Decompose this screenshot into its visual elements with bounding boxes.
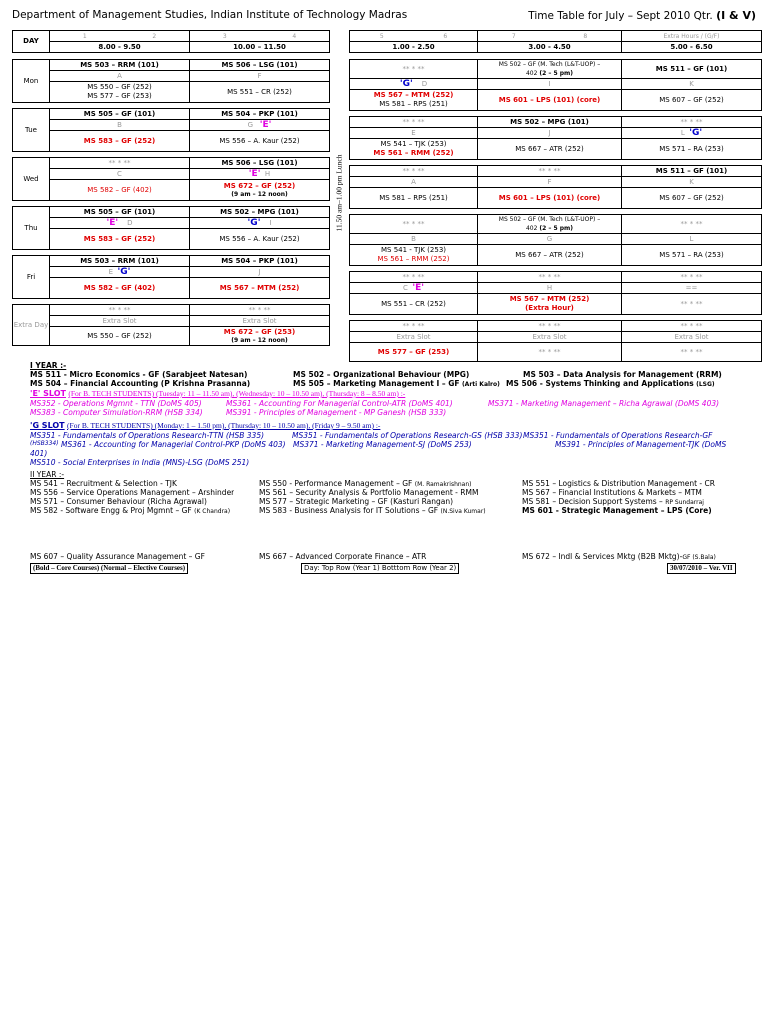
e-slot-row2: MS383 - Computer Simulation-RRM (HSB 334) MS391 - Principles of Management - MP Ganesh (HSB 333) [30,408,447,417]
class-cell: MS 601 – LPS (101) (core) [478,188,622,209]
day-fri: Fri [13,256,50,299]
class-cell: MS 556 – A. Kaur (252) [190,131,330,152]
class-cell: ** * ** [622,343,762,362]
class-cell: MS 502 – MPG (101) [190,207,330,218]
class-cell: ** * ** [50,158,190,169]
slot-num: Extra Hours / (G/F) [622,31,762,42]
g-slot-heading: 'G SLOT (For B. TECH STUDENTS) (Monday: 1 – 1.50 pm), (Thursday: 10 – 10.50 am), (Friday 9 – 9.50 am) :- [30,421,381,430]
class-cell: ** * ** [478,343,622,362]
slot-letter: J [478,128,622,139]
time-slot: 1.00 - 2.50 [350,42,478,53]
slot-letter: J [190,267,330,278]
timetable-left [12,30,330,346]
class-cell: ** * ** [350,117,478,128]
slot-letter: B [350,234,478,245]
g-slot-row4: MS510 - Social Enterprises in India (MNS)-LSG (DoMS 251) [30,458,250,467]
version-label: 30/07/2010 – Ver. VII [667,563,736,574]
class-cell: MS 541 - TJK (253) MS 561 – RMM (252) [350,245,478,266]
class-cell: ** * ** [350,166,478,177]
class-cell: MS 567 – MTM (252) (Extra Hour) [478,294,622,315]
class-cell: MS 601 – LPS (101) (core) [478,90,622,111]
class-cell: ** * ** [350,321,478,332]
class-cell: MS 571 – RA (253) [622,139,762,160]
slot-letter: E [350,128,478,139]
class-cell: MS 582 – GF (402) [50,180,190,201]
class-cell: MS 506 – LSG (101) [190,158,330,169]
slot-num: 3 4 [190,31,330,42]
slot-letter: I [478,79,622,90]
class-cell: MS 551 – CR (252) [190,82,330,103]
class-cell: ** * ** [478,166,622,177]
class-cell: MS 672 – GF (253) (9 am – 12 noon) [190,327,330,346]
class-cell: ** * ** [622,117,762,128]
class-cell: MS 502 – MPG (101) [478,117,622,128]
class-cell: MS 511 – GF (101) [622,60,762,79]
day-extra: Extra Day [13,305,50,346]
day-header: DAY [13,31,50,53]
slot-letter: F [190,71,330,82]
slot-letter: A [350,177,478,188]
slot-letter: A [50,71,190,82]
class-cell: ** * ** [350,60,478,79]
class-cell: MS 505 – GF (101) [50,207,190,218]
class-cell: MS 567 – MTM (252) MS 581 – RPS (251) [350,90,478,111]
slot-letter: G 'E' [190,120,330,131]
g-slot-row2: (HSB334) MS361 - Accounting for Managerial Control-PKP (DoMS 403) MS371 - Marketing Management-SJ (DoMS 253) MS391 - Principles of Management-TJK (DoMS [30,440,727,449]
class-cell: MS 581 – RPS (251) [350,188,478,209]
slot-num: 7 8 [478,31,622,42]
slot-letter: 'G' I [190,218,330,229]
class-cell: ** * ** [350,215,478,234]
class-cell: ** * ** [50,305,190,316]
slot-letter: 'E' D [50,218,190,229]
extra-slot: Extra Slot [50,316,190,327]
class-cell: ** * ** [622,321,762,332]
class-cell: MS 582 – GF (402) [50,278,190,299]
legend-rows: Day: Top Row (Year 1) Botttom Row (Year 2) [301,563,459,574]
class-cell: MS 511 – GF (101) [622,166,762,177]
class-cell: MS 505 – GF (101) [50,109,190,120]
time-slot: 8.00 - 9.50 [50,42,190,53]
slot-num: 5 6 [350,31,478,42]
extra-courses: MS 607 – Quality Assurance Management – GF MS 667 – Advanced Corporate Finance – ATR MS 672 – Indl & Services Mktg (B2B Mktg)-GF (S.Bala) [30,552,716,561]
department-title: Department of Management Studies, Indian Institute of Technology Madras [12,9,408,21]
class-cell: ** * ** [622,294,762,315]
class-cell: MS 550 – GF (252) [50,327,190,346]
slot-letter: C 'E' [350,283,478,294]
slot-letter: 'G' D [350,79,478,90]
slot-letter: H [478,283,622,294]
class-cell: MS 571 – RA (253) [622,245,762,266]
class-cell: ** * ** [622,272,762,283]
day-mon: Mon [13,60,50,103]
time-slot: 5.00 - 6.50 [622,42,762,53]
e-slot-row1: MS352 - Operations Mgmnt - TTN (DoMS 405) MS361 - Accounting For Managerial Control-ATR (DoMS 401) MS371 - Marketing Management – Richa Agrawal (DoMS 403) [30,399,720,408]
class-cell: MS 567 – MTM (252) [190,278,330,299]
class-cell: MS 504 – PKP (101) [190,256,330,267]
extra-slot: Extra Slot [190,316,330,327]
slot-letter: C [50,169,190,180]
class-cell: MS 502 – GF (M. Tech (L&T-UOP) – 402 (2 – 5 pm) [478,215,622,234]
class-cell: MS 667 – ATR (252) [478,245,622,266]
slot-letter: F [478,177,622,188]
class-cell: MS 556 – A. Kaur (252) [190,229,330,250]
class-cell: MS 503 – RRM (101) [50,60,190,71]
year1-heading: I YEAR :- [30,361,67,370]
year2-courses: MS 541 – Recruitment & Selection - TJK MS 556 – Service Operations Management – Arshinder MS 571 – Consumer Behaviour (Richa Agrawal) MS 582 - Software Engg & Proj Mgmnt – GF (K Chandra) MS 550 - Performance Management – GF (M. Ramakrishnan) MS 561 – Security Analysis & Portfolio Management - RMM MS 577 – Strategic Marketing – GF (Kasturi Rangan) MS 583 - Business Analysis for IT Solutions – GF (N.Siva Kumar) MS 551 – Logistics & Distribution Management - CR MS 567 – Financial Institutions & Markets – MTM MS 581 – Decision Support Systems – RP Sundarraj MS 601 - Strategic Management – LPS (Core) [30,479,715,515]
class-cell: MS 502 – GF (M. Tech (L&T-UOP) – 402 (2 – 5 pm) [478,60,622,79]
timetable-title: Time Table for July – Sept 2010 Qtr. (I & V) [528,9,756,22]
class-cell: MS 577 – GF (253) [350,343,478,362]
class-cell: ** * ** [350,272,478,283]
g-slot-row3: 401) [30,449,48,458]
extra-slot: Extra Slot [478,332,622,343]
page-header [12,9,756,25]
year1-row1: MS 511 - Micro Economics - GF (Sarabjeet Natesan) MS 502 – Organizational Behaviour (MPG) MS 503 – Data Analysis for Management (RRM) [30,370,722,379]
class-cell: MS 583 – GF (252) [50,229,190,250]
year2-heading: II YEAR :- [30,470,65,479]
extra-slot: Extra Slot [350,332,478,343]
class-cell: MS 672 – GF (252) (9 am – 12 noon) [190,180,330,201]
slot-letter: K [622,177,762,188]
slot-letter: G [478,234,622,245]
class-cell: MS 550 – GF (252) MS 577 – GF (253) [50,82,190,103]
slot-num: 1 2 [50,31,190,42]
time-slot: 10.00 – 11.50 [190,42,330,53]
slot-letter: K [622,79,762,90]
e-slot-heading: 'E' SLOT (For B. TECH STUDENTS) (Tuesday: 11 – 11.50 am), (Wednesday: 10 – 10.50 am), (Thursday: 8 – 8.50 am) :- [30,389,406,398]
day-wed: Wed [13,158,50,201]
class-cell: ** * ** [622,215,762,234]
class-cell: MS 607 – GF (252) [622,188,762,209]
lunch-break: 11.50 am–1.00 pm Lunch [334,154,344,232]
slot-letter: B [50,120,190,131]
class-cell: MS 504 – PKP (101) [190,109,330,120]
slot-letter: 'E' H [190,169,330,180]
class-cell: MS 541 – TJK (253) MS 561 – RMM (252) [350,139,478,160]
slot-letter: L 'G' [622,128,762,139]
slot-letter: L [622,234,762,245]
class-cell: ** * ** [478,272,622,283]
class-cell: MS 551 – CR (252) [350,294,478,315]
class-cell: MS 583 – GF (252) [50,131,190,152]
time-slot: 3.00 - 4.50 [478,42,622,53]
legend-course-type: (Bold – Core Courses) (Normal – Elective Courses) [30,563,188,574]
course-list [30,361,750,519]
timetable-right [349,30,762,362]
class-cell: ** * ** [478,321,622,332]
g-slot-row1: MS351 - Fundamentals of Operations Research-TTN (HSB 335) MS351 - Fundamentals of Operations Research-GS (HSB 333) MS351 - Fundamentals of Operations Research-GF [30,431,713,440]
class-cell: MS 503 – RRM (101) [50,256,190,267]
class-cell: MS 607 – GF (252) [622,90,762,111]
class-cell: MS 506 – LSG (101) [190,60,330,71]
day-tue: Tue [13,109,50,152]
class-cell: ** * ** [190,305,330,316]
year1-row2: MS 504 – Financial Accounting (P Krishna Prasanna) MS 505 – Marketing Management I – GF (Arti Kalro) MS 506 - Systems Thinking and Applications (LSG) [30,379,715,388]
slot-letter: == [622,283,762,294]
legend-row [30,563,750,573]
extra-slot: Extra Slot [622,332,762,343]
slot-letter: E 'G' [50,267,190,278]
day-thu: Thu [13,207,50,250]
class-cell: MS 667 – ATR (252) [478,139,622,160]
